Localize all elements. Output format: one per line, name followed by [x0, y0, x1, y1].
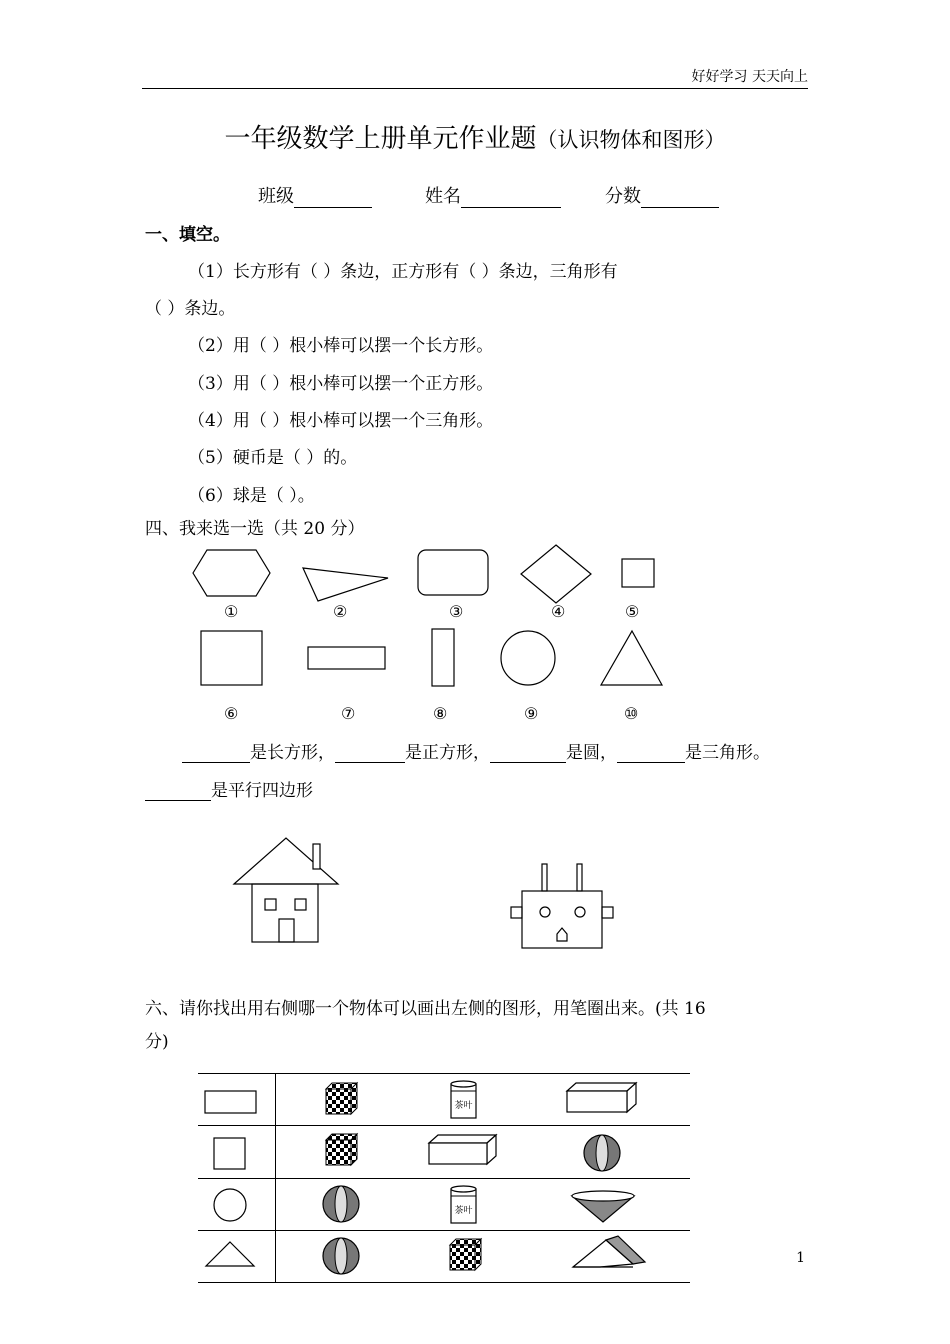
shape-label-9: ⑨: [524, 704, 539, 723]
answer-square-label: 是正方形，: [405, 743, 490, 763]
shape-label-8: ⑧: [433, 704, 448, 723]
wide-rectangle-shape: [308, 647, 385, 669]
header-motto: 好好学习 天天向上: [691, 69, 808, 85]
question-1-line1: （1）长方形有（ ）条边，正方形有（ ）条边，三角形有: [188, 262, 618, 282]
table-triangle-shape: [206, 1242, 254, 1266]
score-label: 分数: [605, 186, 641, 207]
answer-line-2: [145, 776, 313, 801]
answer-blank-parallelogram[interactable]: [145, 782, 211, 801]
table-square-shape: [214, 1138, 245, 1169]
question-1-line2: （ ）条边。: [145, 299, 236, 319]
shape-label-5: ⑤: [625, 602, 640, 621]
question-5: （5）硬币是（ ）的。: [188, 448, 358, 468]
section6-heading-line1: 六、请你找出用右侧哪一个物体可以画出左侧的图形，用笔圈出来。(共 16: [145, 999, 706, 1019]
diamond-shape: [521, 545, 591, 603]
circle-shape: [501, 631, 555, 685]
title-sub: （认识物体和图形）: [536, 128, 726, 152]
tall-rectangle-shape: [432, 629, 454, 686]
section4-heading: 四、我来选一选（共 20 分）: [145, 519, 365, 539]
table-rectangle-shape: [205, 1091, 256, 1113]
ball-icon: [584, 1135, 620, 1171]
cube-icon: [326, 1083, 357, 1114]
square-shape: [201, 631, 262, 685]
hexagon-shape: [193, 550, 270, 596]
small-square-shape: [622, 559, 654, 587]
shape-label-3: ③: [449, 602, 464, 621]
section6-heading-line2: 分): [145, 1032, 169, 1052]
name-label: 姓名: [425, 186, 461, 207]
shape-label-2: ②: [333, 602, 348, 621]
tea-can-label: 茶叶: [454, 1101, 473, 1111]
table-circle-shape: [214, 1189, 246, 1221]
table-row-divider: [198, 1125, 690, 1126]
answer-triangle-label: 是三角形。: [685, 743, 770, 763]
house-drawing: [234, 838, 338, 942]
answer-blank-square[interactable]: [335, 744, 405, 763]
table-row-divider: [198, 1230, 690, 1231]
question-6: （6）球是（ ）。: [188, 486, 315, 506]
ball-icon: [323, 1186, 359, 1222]
triangle-shape: [601, 631, 662, 685]
answer-blank-circle[interactable]: [490, 744, 566, 763]
answer-line: [182, 738, 770, 763]
shape-label-6: ⑥: [224, 704, 239, 723]
question-2: （2）用（ ）根小棒可以摆一个长方形。: [188, 336, 494, 356]
shape-label-7: ⑦: [341, 704, 356, 723]
title-main: 一年级数学上册单元作业题: [224, 124, 537, 154]
cone-icon: [572, 1191, 634, 1222]
class-label: 班级: [258, 186, 294, 207]
robot-drawing: [511, 864, 613, 948]
triangle-thin-shape: [303, 568, 388, 601]
question-3: （3）用（ ）根小棒可以摆一个正方形。: [188, 374, 494, 394]
question-4: （4）用（ ）根小棒可以摆一个三角形。: [188, 411, 494, 431]
answer-blank-triangle[interactable]: [617, 744, 685, 763]
shape-label-1: ①: [224, 602, 239, 621]
table-row-divider: [198, 1178, 690, 1179]
answer-rect-label: 是长方形，: [250, 743, 335, 763]
answer-blank-rect[interactable]: [182, 744, 250, 763]
answer-circle-label: 是圆，: [566, 743, 617, 763]
answer-parallelogram-label: 是平行四边形: [211, 781, 313, 801]
cube-icon: [450, 1239, 481, 1270]
cube-icon: [326, 1134, 357, 1165]
shape-label-10: ⑩: [624, 704, 639, 723]
rounded-rectangle-shape: [418, 550, 488, 595]
page-number: 1: [796, 1250, 805, 1266]
box-icon: [567, 1083, 636, 1112]
shape-label-4: ④: [551, 602, 566, 621]
table-border-bottom: [198, 1282, 690, 1283]
tea-can-label: 茶叶: [454, 1206, 473, 1216]
table-border-top: [198, 1073, 690, 1074]
box-icon: [429, 1135, 496, 1164]
ball-icon: [323, 1238, 359, 1274]
table-column-divider: [275, 1073, 276, 1283]
triangular-prism-icon: [573, 1236, 645, 1267]
section1-heading: 一、填空。: [145, 225, 230, 245]
